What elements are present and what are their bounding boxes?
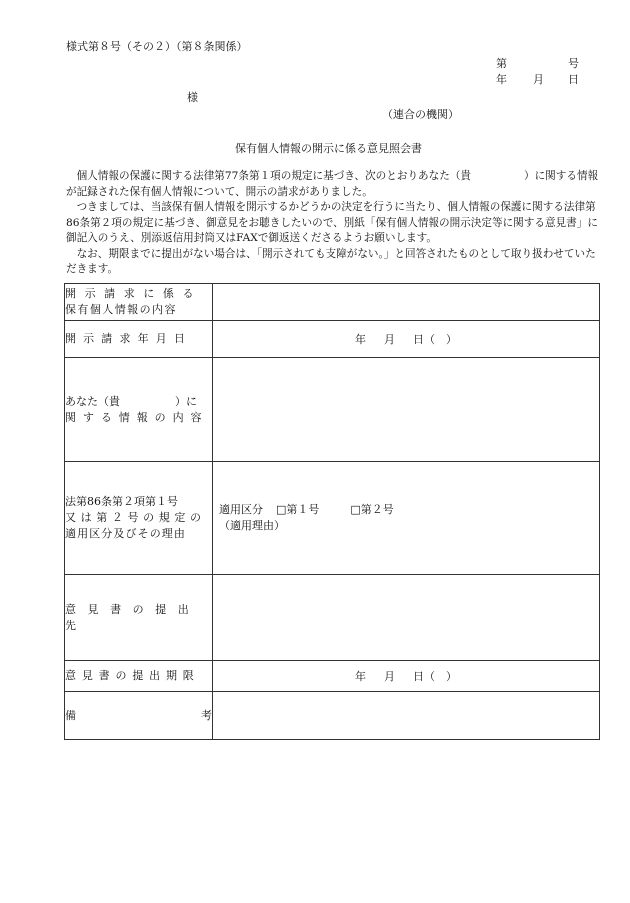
field-requested-info[interactable] bbox=[213, 284, 600, 321]
table-row bbox=[65, 575, 600, 661]
body-paragraph-1: 個人情報の保護に関する法律第77条第１項の規定に基づき、次のとおりあなた（貴 ）に関する情報が記録された保有個人情報について、開示の請求がありました。 bbox=[66, 170, 599, 198]
body-paragraph-3: なお、期限までに提出がない場合は、「開示されても支障がない。」と回答されたものとして取り扱わせていただきます。 bbox=[66, 247, 596, 275]
date-year: 年 bbox=[496, 73, 507, 86]
label-applicable-category: 法第86条第２項第１号 又は第２号の規定の 適用区分及びその理由 bbox=[65, 462, 213, 575]
document-title: 保有個人情報の開示に係る意見照会書 bbox=[235, 142, 422, 155]
field-submission-deadline[interactable]: 年 月 日（ ） bbox=[213, 661, 600, 692]
addressee-honorific: 様 bbox=[187, 91, 198, 104]
number-go: 号 bbox=[568, 57, 579, 70]
label-line: 保有個人情報の内容 bbox=[65, 303, 177, 316]
field-request-date[interactable]: 年 月 日（ ） bbox=[213, 321, 600, 358]
field-applicable-category[interactable] bbox=[213, 462, 600, 575]
date-day: 日 bbox=[568, 73, 579, 86]
category-label: 適用区分 bbox=[219, 503, 263, 516]
field-your-info[interactable] bbox=[213, 358, 600, 462]
reason-label: （適用理由） bbox=[219, 519, 285, 532]
form-id: 様式第８号（その２）（第８条関係） bbox=[66, 40, 248, 53]
label-submission-deadline: 意見書の提出期限 bbox=[65, 661, 213, 692]
sender-organization: （連合の機関） bbox=[382, 108, 459, 121]
checkbox-item-2[interactable]: □第２号 bbox=[350, 503, 394, 516]
table-row bbox=[65, 321, 600, 358]
field-remarks[interactable] bbox=[213, 692, 600, 740]
table-row bbox=[65, 358, 600, 462]
number-dai: 第 bbox=[496, 57, 507, 70]
body-paragraph-2: つきましては、当該保有個人情報を開示するかどうかの決定を行うに当たり、個人情報の保護に関する法律第86条第２項の規定に基づき、御意見をお聴きしたいので、別紙「保有個人情報の開示決定等に関する意見書」に御記入のうえ、別添返信用封筒又はFAXで御返送くださるようお願いします。 bbox=[66, 201, 598, 244]
table-row bbox=[65, 462, 600, 575]
label-requested-info bbox=[65, 284, 213, 321]
label-remarks: 備 考 bbox=[65, 692, 213, 740]
table-row bbox=[65, 661, 600, 692]
table-row bbox=[65, 692, 600, 740]
body-text bbox=[66, 169, 600, 278]
field-submission-destination[interactable] bbox=[213, 575, 600, 661]
inquiry-table bbox=[64, 283, 600, 740]
label-line: 開示請求に係る bbox=[65, 287, 203, 300]
table-row bbox=[65, 284, 600, 321]
label-submission-destination: 意見書の提出先 bbox=[65, 575, 213, 661]
label-request-date: 開示請求年月日 bbox=[65, 321, 213, 358]
label-your-info: あなた（貴 ）に 関する情報の内容 bbox=[65, 358, 213, 462]
date-month: 月 bbox=[533, 73, 544, 86]
checkbox-item-1[interactable]: □第１号 bbox=[276, 503, 320, 516]
